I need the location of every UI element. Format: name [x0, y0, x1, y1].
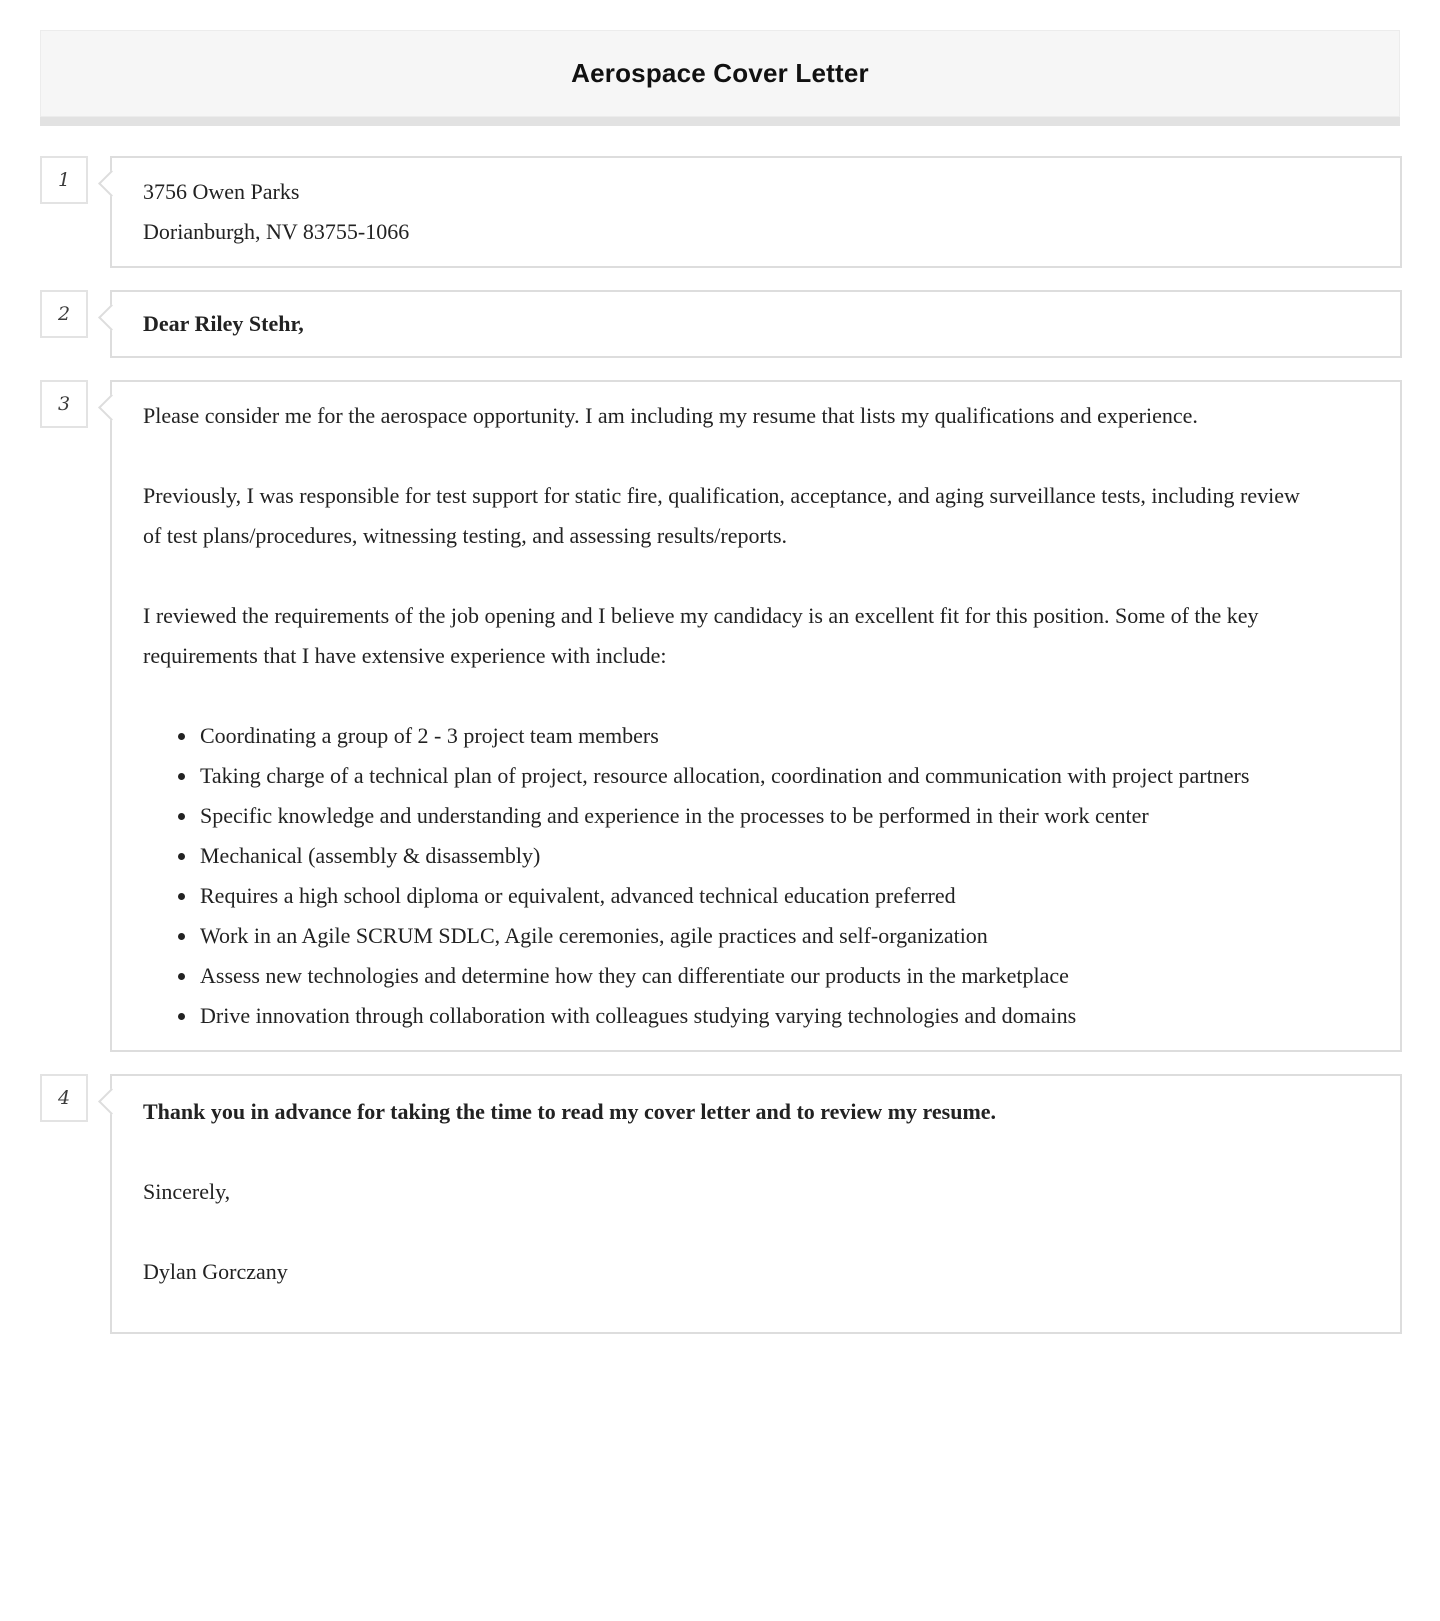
header-divider: [40, 117, 1400, 126]
section-closing: [40, 1074, 1402, 1334]
body-paragraph-1: Please consider me for the aerospace opportunity. I am including my resume that lists my qualifications and experience.: [143, 403, 1198, 428]
requirement-item: • Mechanical (assembly & disassembly): [198, 836, 1305, 876]
address-line-1: 3756 Owen Parks: [143, 179, 300, 204]
salutation-text: Dear Riley Stehr,: [143, 311, 304, 336]
section-number-badge-2: 2: [40, 290, 88, 338]
requirement-item: • Drive innovation through collaboration with colleagues studying varying technologies and domains: [198, 996, 1305, 1036]
body-paragraph-3: I reviewed the requirements of the job opening and I believe my candidacy is an excellent fit for this position. Some of the key requirements that I have extensive experience with include:: [143, 603, 1259, 668]
address-block[interactable]: [110, 156, 1402, 268]
address-line-2: Dorianburgh, NV 83755-1066: [143, 219, 410, 244]
requirement-item: • Coordinating a group of 2 - 3 project team members: [198, 716, 1305, 756]
section-address: [40, 156, 1402, 268]
document-header: [40, 30, 1400, 117]
document-title: Aerospace Cover Letter: [571, 58, 869, 88]
body-block[interactable]: [110, 380, 1402, 1052]
section-number-badge-4: 4: [40, 1074, 88, 1122]
section-number-badge-1: 1: [40, 156, 88, 204]
requirement-item: • Work in an Agile SCRUM SDLC, Agile ceremonies, agile practices and self-organization: [198, 916, 1305, 956]
section-salutation: [40, 290, 1402, 358]
requirements-list: [143, 716, 1305, 1036]
salutation-block[interactable]: [110, 290, 1402, 358]
section-number-badge-3: 3: [40, 380, 88, 428]
requirement-item: • Requires a high school diploma or equivalent, advanced technical education preferred: [198, 876, 1305, 916]
section-body: [40, 380, 1402, 1052]
requirement-item: • Taking charge of a technical plan of project, resource allocation, coordination and communication with project partners: [198, 756, 1305, 796]
signoff-text: Sincerely,: [143, 1179, 231, 1204]
requirement-item: • Assess new technologies and determine how they can differentiate our products in the marketplace: [198, 956, 1305, 996]
requirement-item: • Specific knowledge and understanding and experience in the processes to be performed in their work center: [198, 796, 1305, 836]
body-paragraph-2: Previously, I was responsible for test support for static fire, qualification, acceptance, and aging surveillance tests, including review of test plans/procedures, witnessing testing, and assessing results/reports.: [143, 483, 1300, 548]
closing-text: Thank you in advance for taking the time to read my cover letter and to review my resume.: [143, 1099, 997, 1124]
closing-block[interactable]: [110, 1074, 1402, 1334]
signature-name: Dylan Gorczany: [143, 1259, 288, 1284]
